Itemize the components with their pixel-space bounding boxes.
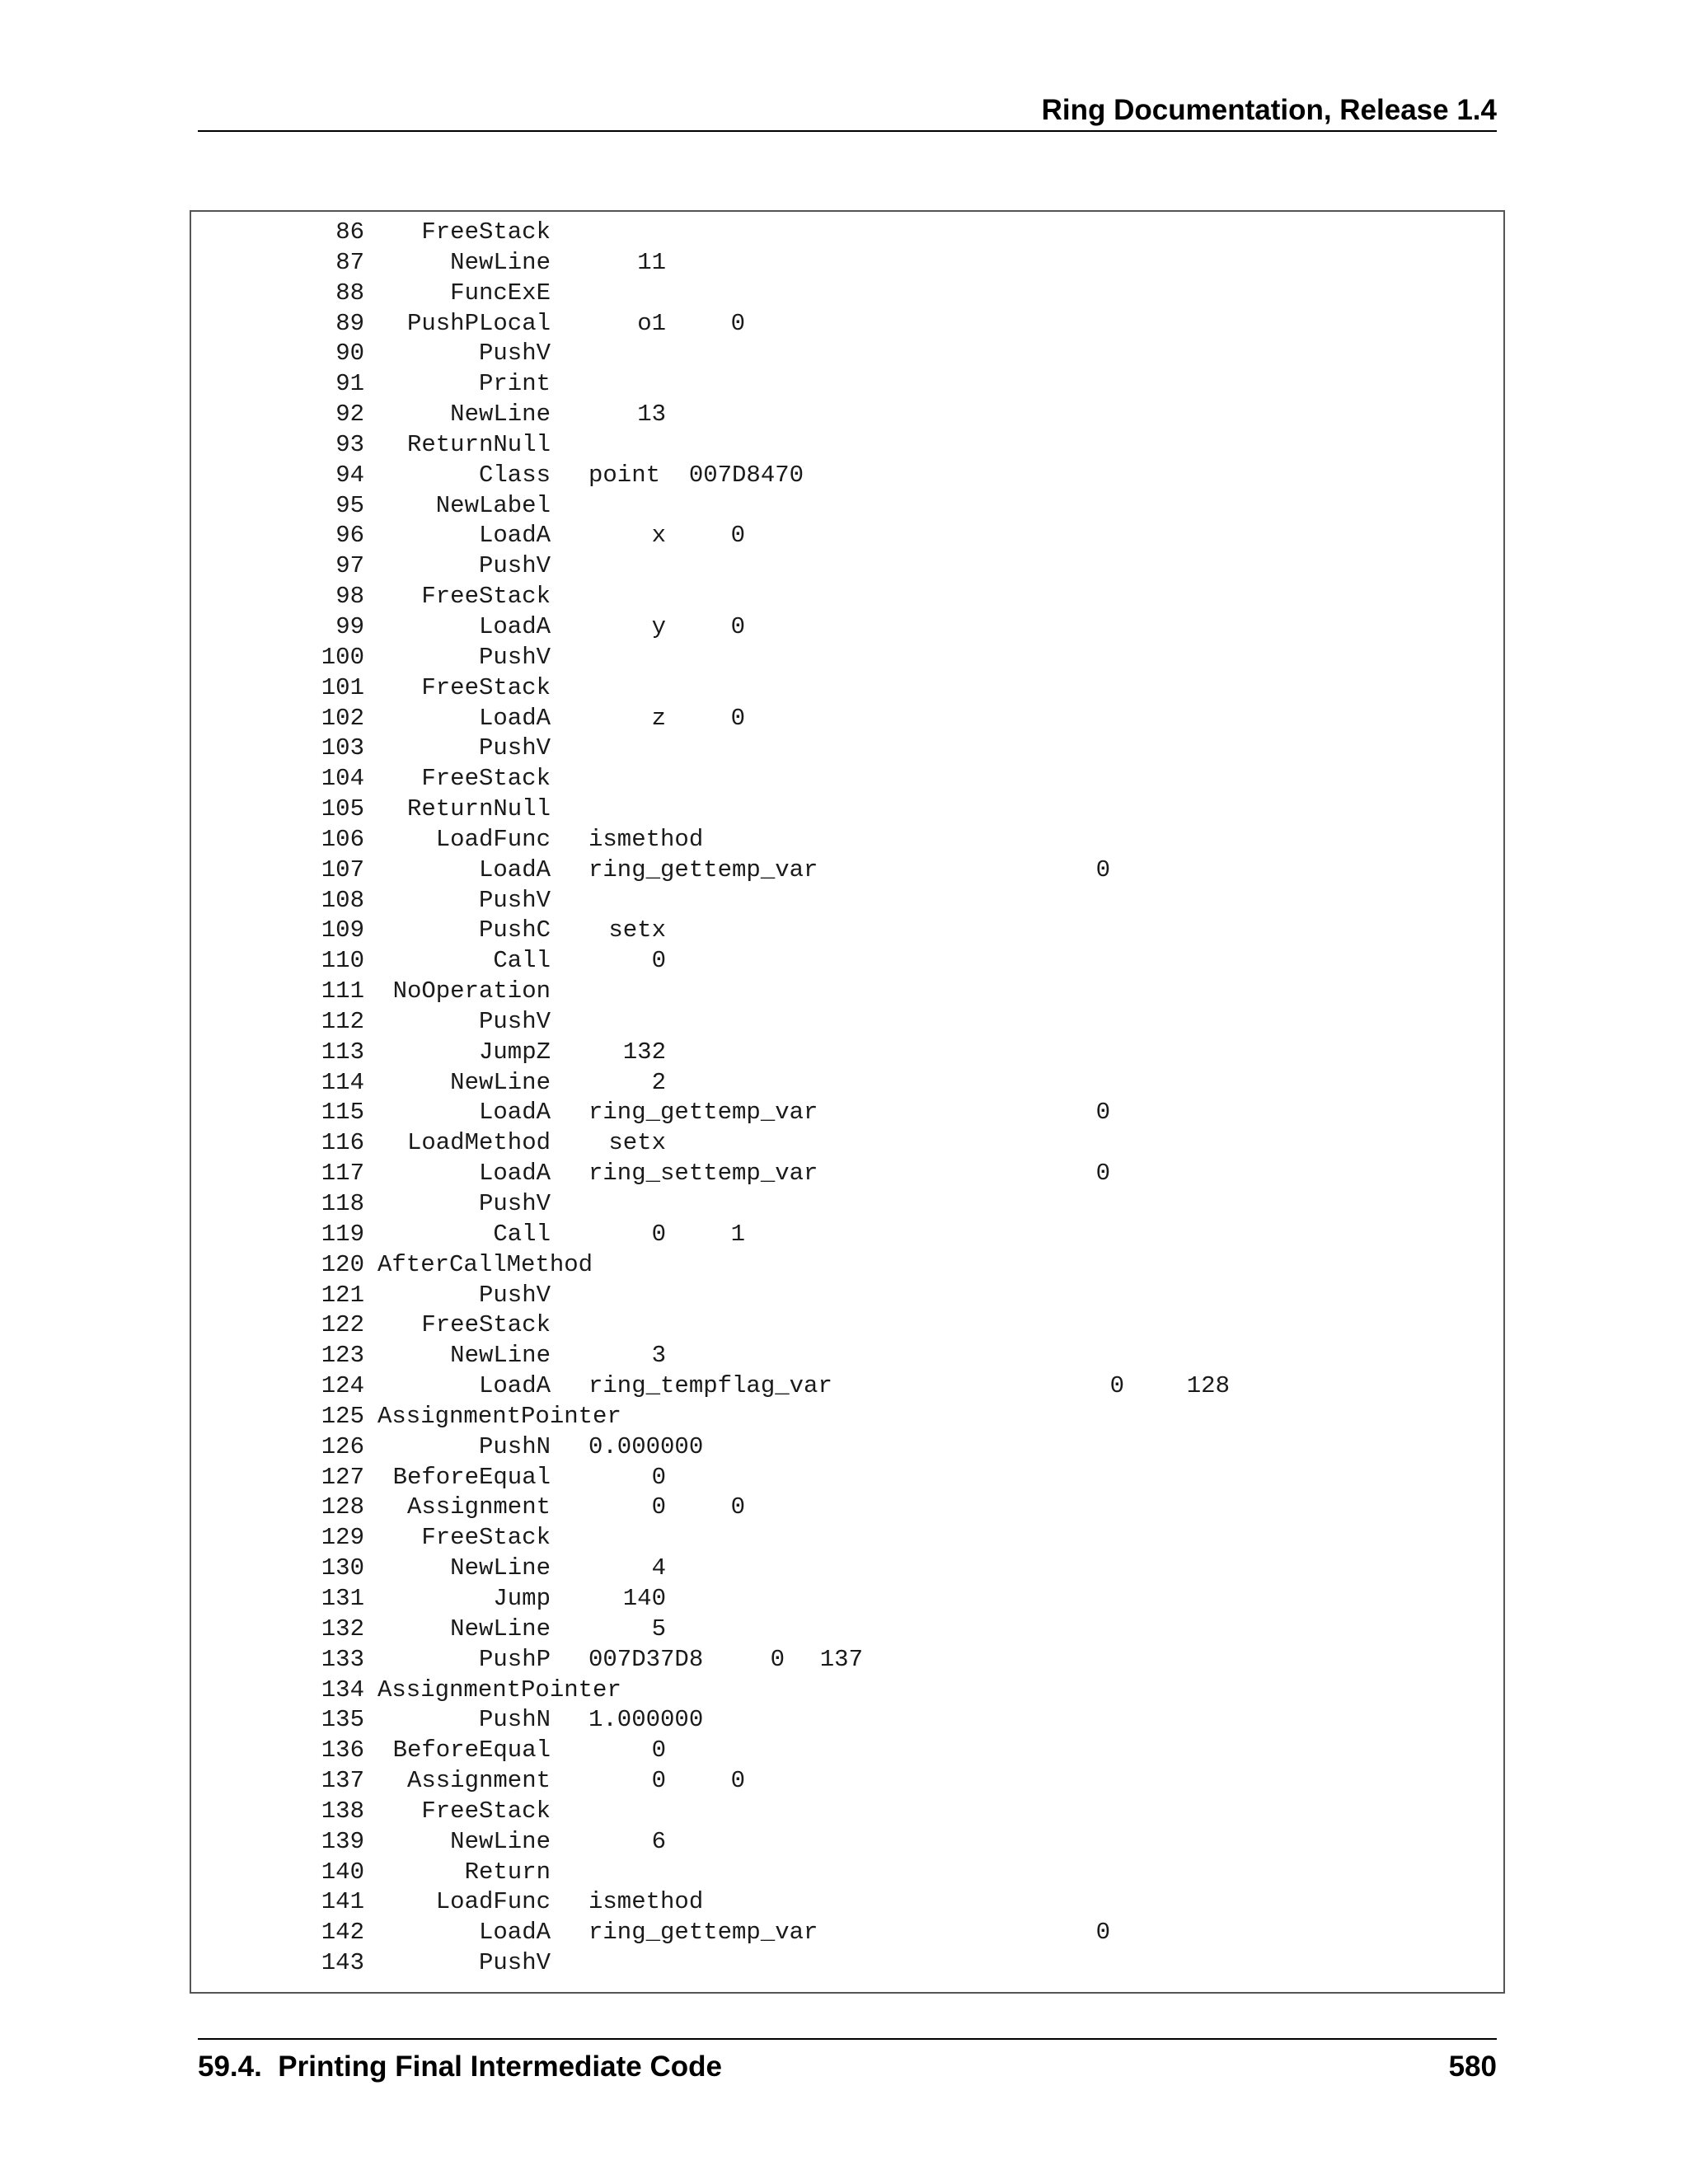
code-opcode: FreeStack — [421, 765, 551, 793]
code-opcode: Call — [493, 1220, 551, 1248]
code-line-number: 90 — [335, 340, 364, 368]
code-operand-2: 0 — [730, 1767, 745, 1795]
code-opcode: NewLine — [450, 1615, 551, 1643]
code-line-number: 105 — [321, 795, 364, 823]
code-opcode: LoadA — [478, 855, 551, 883]
code-operand-1: ring_gettemp_var — [588, 855, 818, 883]
code-line-number: 130 — [321, 1554, 364, 1582]
code-opcode: NewLine — [450, 1554, 551, 1582]
code-line-number: 128 — [321, 1493, 364, 1521]
code-opcode: PushV — [478, 552, 551, 580]
code-opcode: BeforeEqual — [392, 1736, 551, 1765]
code-line-number: 96 — [335, 522, 364, 550]
code-opcode: LoadFunc — [435, 1888, 551, 1916]
code-operand-2: 0 — [730, 1493, 745, 1521]
code-operand-1: 0.000000 — [588, 1432, 704, 1460]
code-operand-1: 5 — [651, 1615, 666, 1643]
code-operand-1: setx — [608, 916, 666, 944]
code-line-number: 94 — [335, 461, 364, 489]
code-line-number: 122 — [321, 1311, 364, 1339]
code-line-number: 119 — [321, 1220, 364, 1248]
code-opcode: Return — [464, 1858, 551, 1886]
code-operand-2: 0 — [730, 704, 745, 732]
code-block — [190, 210, 1505, 1994]
code-operand-3: 137 — [819, 1645, 863, 1673]
code-line-number: 106 — [321, 825, 364, 853]
code-operand-2: 0 — [730, 309, 745, 337]
code-operand-4: 128 — [1186, 1372, 1230, 1400]
code-operand-1: ring_gettemp_var — [588, 1099, 818, 1127]
code-line-number: 91 — [335, 370, 364, 398]
code-opcode: NewLabel — [435, 491, 551, 519]
code-opcode: Assignment — [406, 1493, 551, 1521]
code-line-number: 99 — [335, 612, 364, 640]
code-line-number: 101 — [321, 673, 364, 701]
footer-divider — [198, 2038, 1497, 2040]
code-operand-2: 1 — [730, 1220, 745, 1248]
code-line-number: 131 — [321, 1584, 364, 1612]
code-opcode: FreeStack — [421, 1311, 551, 1339]
code-opcode: PushV — [478, 1007, 551, 1035]
code-opcode: PushV — [478, 886, 551, 914]
code-opcode: LoadA — [478, 522, 551, 550]
code-opcode: FuncExE — [450, 279, 551, 307]
code-operand-1: 0 — [651, 1463, 666, 1491]
code-line-number: 103 — [321, 734, 364, 762]
code-opcode: Assignment — [406, 1767, 551, 1795]
code-operand-1: ismethod — [588, 825, 704, 853]
code-line-number: 95 — [335, 491, 364, 519]
code-operand-3: 0 — [1095, 1099, 1110, 1127]
code-line-number: 120 — [321, 1250, 364, 1278]
code-opcode: LoadA — [478, 612, 551, 640]
code-operand-1: ismethod — [588, 1888, 704, 1916]
code-line-number: 89 — [335, 309, 364, 337]
code-operand-3: 0 — [1109, 1372, 1124, 1400]
code-line-number: 121 — [321, 1281, 364, 1309]
code-operand-1: 1.000000 — [588, 1706, 704, 1734]
footer-section-title: 59.4. Printing Final Intermediate Code — [198, 2050, 722, 2083]
code-line-number: 110 — [321, 947, 364, 975]
code-operand-1: 3 — [651, 1342, 666, 1370]
code-line-number: 104 — [321, 765, 364, 793]
code-line-number: 142 — [321, 1919, 364, 1947]
code-line-number: 107 — [321, 855, 364, 883]
code-opcode: FreeStack — [421, 218, 551, 246]
code-line-number: 137 — [321, 1767, 364, 1795]
code-line-number: 113 — [321, 1038, 364, 1066]
code-opcode: PushV — [478, 734, 551, 762]
code-line-number: 139 — [321, 1827, 364, 1855]
code-operand-3: 0 — [1095, 1919, 1110, 1947]
code-line-number: 138 — [321, 1797, 364, 1825]
code-line-number: 141 — [321, 1888, 364, 1916]
code-operand-1: y — [651, 612, 666, 640]
code-opcode: NoOperation — [392, 977, 551, 1005]
code-opcode: ReturnNull — [406, 430, 551, 458]
code-opcode: Jump — [493, 1584, 551, 1612]
code-opcode: FreeStack — [421, 583, 551, 611]
code-opcode: PushV — [478, 1281, 551, 1309]
code-opcode: PushN — [478, 1706, 551, 1734]
code-line-number: 100 — [321, 643, 364, 671]
code-line-number: 117 — [321, 1160, 364, 1188]
code-operand-1: 13 — [637, 401, 666, 429]
code-line-number: 114 — [321, 1068, 364, 1096]
code-line-number: 92 — [335, 401, 364, 429]
code-line-number: 124 — [321, 1372, 364, 1400]
code-operand-1: 0 — [651, 1493, 666, 1521]
code-operand-3: 0 — [1095, 1160, 1110, 1188]
page-number: 580 — [1448, 2050, 1497, 2083]
running-header-title: Ring Documentation, Release 1.4 — [1041, 94, 1497, 126]
code-line-number: 116 — [321, 1129, 364, 1157]
code-opcode: Call — [493, 947, 551, 975]
code-line-number: 112 — [321, 1007, 364, 1035]
code-opcode: LoadMethod — [406, 1129, 551, 1157]
code-operand-1: 11 — [637, 248, 666, 276]
code-operand-1: 0 — [651, 1767, 666, 1795]
code-operand-1: o1 — [637, 309, 666, 337]
code-opcode: Print — [478, 370, 551, 398]
code-opcode: NewLine — [450, 1342, 551, 1370]
code-line-number: 133 — [321, 1645, 364, 1673]
code-opcode: PushC — [478, 916, 551, 944]
code-opcode: LoadA — [478, 1099, 551, 1127]
code-line-number: 108 — [321, 886, 364, 914]
code-line-number: 111 — [321, 977, 364, 1005]
code-opcode: PushV — [478, 1949, 551, 1977]
code-opcode: PushP — [478, 1645, 551, 1673]
code-opcode: FreeStack — [421, 1524, 551, 1552]
code-operand-1: 2 — [651, 1068, 666, 1096]
code-operand-1: 0 — [651, 1736, 666, 1765]
code-line-number: 125 — [321, 1402, 364, 1430]
code-operand-1: z — [651, 704, 666, 732]
code-line-number: 109 — [321, 916, 364, 944]
code-opcode: JumpZ — [478, 1038, 551, 1066]
code-operand-1: 4 — [651, 1554, 666, 1582]
code-line-number: 126 — [321, 1432, 364, 1460]
code-operand-2: 0 — [770, 1645, 785, 1673]
code-operand-1: point 007D8470 — [588, 461, 804, 489]
code-opcode: AssignmentPointer — [377, 1675, 621, 1704]
code-line-number: 115 — [321, 1099, 364, 1127]
code-opcode: LoadA — [478, 1160, 551, 1188]
code-operand-1: 0 — [651, 1220, 666, 1248]
code-line-number: 87 — [335, 248, 364, 276]
code-line-number: 123 — [321, 1342, 364, 1370]
code-operand-1: 0 — [651, 947, 666, 975]
code-opcode: NewLine — [450, 1068, 551, 1096]
code-opcode: PushV — [478, 643, 551, 671]
code-opcode: AssignmentPointer — [377, 1402, 621, 1430]
code-opcode: PushV — [478, 1190, 551, 1217]
code-line-number: 98 — [335, 583, 364, 611]
code-opcode: LoadA — [478, 1372, 551, 1400]
code-operand-1: ring_settemp_var — [588, 1160, 818, 1188]
code-opcode: FreeStack — [421, 673, 551, 701]
code-opcode: FreeStack — [421, 1797, 551, 1825]
code-line-number: 102 — [321, 704, 364, 732]
code-line-number: 127 — [321, 1463, 364, 1491]
code-opcode: LoadA — [478, 1919, 551, 1947]
code-operand-3: 0 — [1095, 855, 1110, 883]
code-operand-1: 007D37D8 — [588, 1645, 704, 1673]
code-operand-2: 0 — [730, 612, 745, 640]
code-line-number: 136 — [321, 1736, 364, 1765]
code-line-number: 118 — [321, 1190, 364, 1217]
code-line-number: 140 — [321, 1858, 364, 1886]
code-opcode: NewLine — [450, 1827, 551, 1855]
code-opcode: NewLine — [450, 401, 551, 429]
code-opcode: AfterCallMethod — [377, 1250, 593, 1278]
code-operand-1: setx — [608, 1129, 666, 1157]
code-line-number: 132 — [321, 1615, 364, 1643]
code-opcode: LoadA — [478, 704, 551, 732]
code-operand-1: 6 — [651, 1827, 666, 1855]
code-line-number: 86 — [335, 218, 364, 246]
code-opcode: Class — [478, 461, 551, 489]
code-opcode: LoadFunc — [435, 825, 551, 853]
code-opcode: NewLine — [450, 248, 551, 276]
code-opcode: PushV — [478, 340, 551, 368]
code-operand-1: 132 — [622, 1038, 666, 1066]
code-line-number: 135 — [321, 1706, 364, 1734]
code-opcode: PushPLocal — [406, 309, 551, 337]
code-operand-1: ring_tempflag_var — [588, 1372, 832, 1400]
code-operand-1: 140 — [622, 1584, 666, 1612]
code-line-number: 93 — [335, 430, 364, 458]
header-divider — [198, 130, 1497, 132]
code-operand-1: ring_gettemp_var — [588, 1919, 818, 1947]
code-line-number: 134 — [321, 1675, 364, 1704]
code-line-number: 143 — [321, 1949, 364, 1977]
code-line-number: 97 — [335, 552, 364, 580]
code-opcode: BeforeEqual — [392, 1463, 551, 1491]
code-opcode: ReturnNull — [406, 795, 551, 823]
code-line-number: 129 — [321, 1524, 364, 1552]
code-operand-1: x — [651, 522, 666, 550]
code-opcode: PushN — [478, 1432, 551, 1460]
code-line-number: 88 — [335, 279, 364, 307]
code-operand-2: 0 — [730, 522, 745, 550]
